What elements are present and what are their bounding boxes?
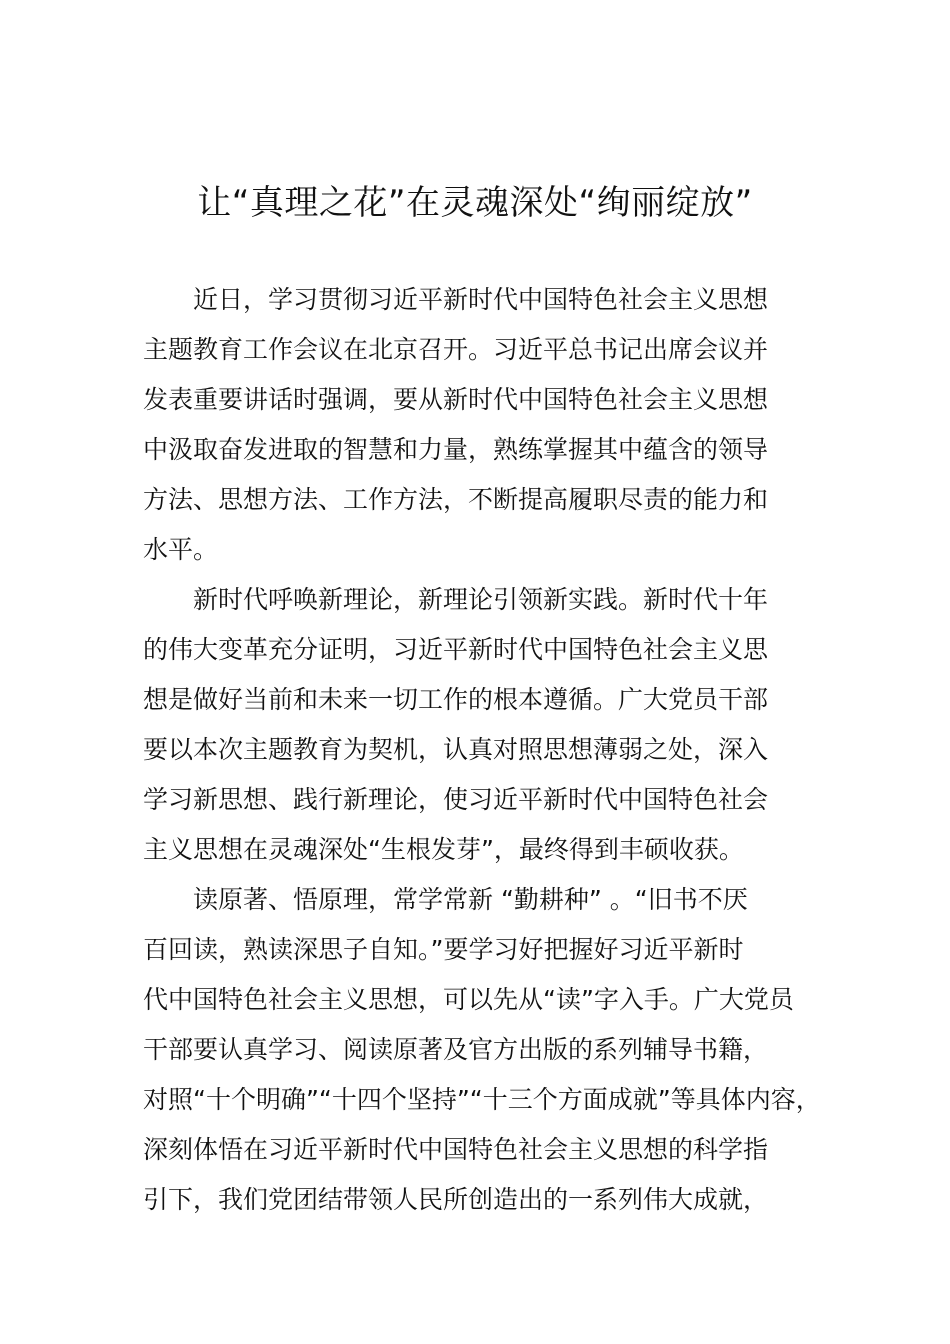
text-line: 发表重要讲话时强调，要从新时代中国特色社会主义思想	[143, 385, 769, 414]
text-line: 主题教育工作会议在北京召开。习近平总书记出席会议并	[143, 335, 769, 364]
text-line: 近日，学习贯彻习近平新时代中国特色社会主义思想	[193, 285, 769, 314]
text-line: 主义思想在灵魂深处“生根发芽”，最终得到丰硕收获。	[143, 835, 744, 864]
text-line: 引下，我们党团结带领人民所创造出的一系列伟大成就，	[143, 1185, 769, 1214]
text-line: 干部要认真学习、阅读原著及官方出版的系列辅导书籍，	[143, 1035, 769, 1064]
text-line: 读原著、悟原理，常学常新 “勤耕种” 。“旧书不厌	[193, 885, 748, 914]
paragraph-1	[143, 275, 823, 575]
text-line: 对照“十个明确”“十四个坚持”“十三个方面成就”等具体内容，	[143, 1085, 821, 1114]
document-body	[143, 275, 823, 1225]
text-line: 代中国特色社会主义思想，可以先从“读”字入手。广大党员	[143, 985, 794, 1014]
text-line: 中汲取奋发进取的智慧和力量，熟练掌握其中蕴含的领导	[143, 435, 769, 464]
paragraph-2	[143, 575, 823, 875]
text-line: 深刻体悟在习近平新时代中国特色社会主义思想的科学指	[143, 1135, 769, 1164]
text-line: 想是做好当前和未来一切工作的根本遵循。广大党员干部	[143, 685, 769, 714]
paragraph-3	[143, 875, 823, 1225]
text-line: 新时代呼唤新理论，新理论引领新实践。新时代十年	[193, 585, 769, 614]
document-title: 让“真理之花”在灵魂深处“绚丽绽放”	[197, 183, 753, 223]
text-line: 的伟大变革充分证明，习近平新时代中国特色社会主义思	[143, 635, 769, 664]
text-line: 学习新思想、践行新理论，使习近平新时代中国特色社会	[143, 785, 769, 814]
text-line: 方法、思想方法、工作方法，不断提高履职尽责的能力和	[143, 485, 769, 514]
text-line: 百回读，熟读深思子自知。”要学习好把握好习近平新时	[143, 935, 744, 964]
text-line: 要以本次主题教育为契机，认真对照思想薄弱之处，深入	[143, 735, 769, 764]
text-line: 水平。	[143, 535, 219, 564]
